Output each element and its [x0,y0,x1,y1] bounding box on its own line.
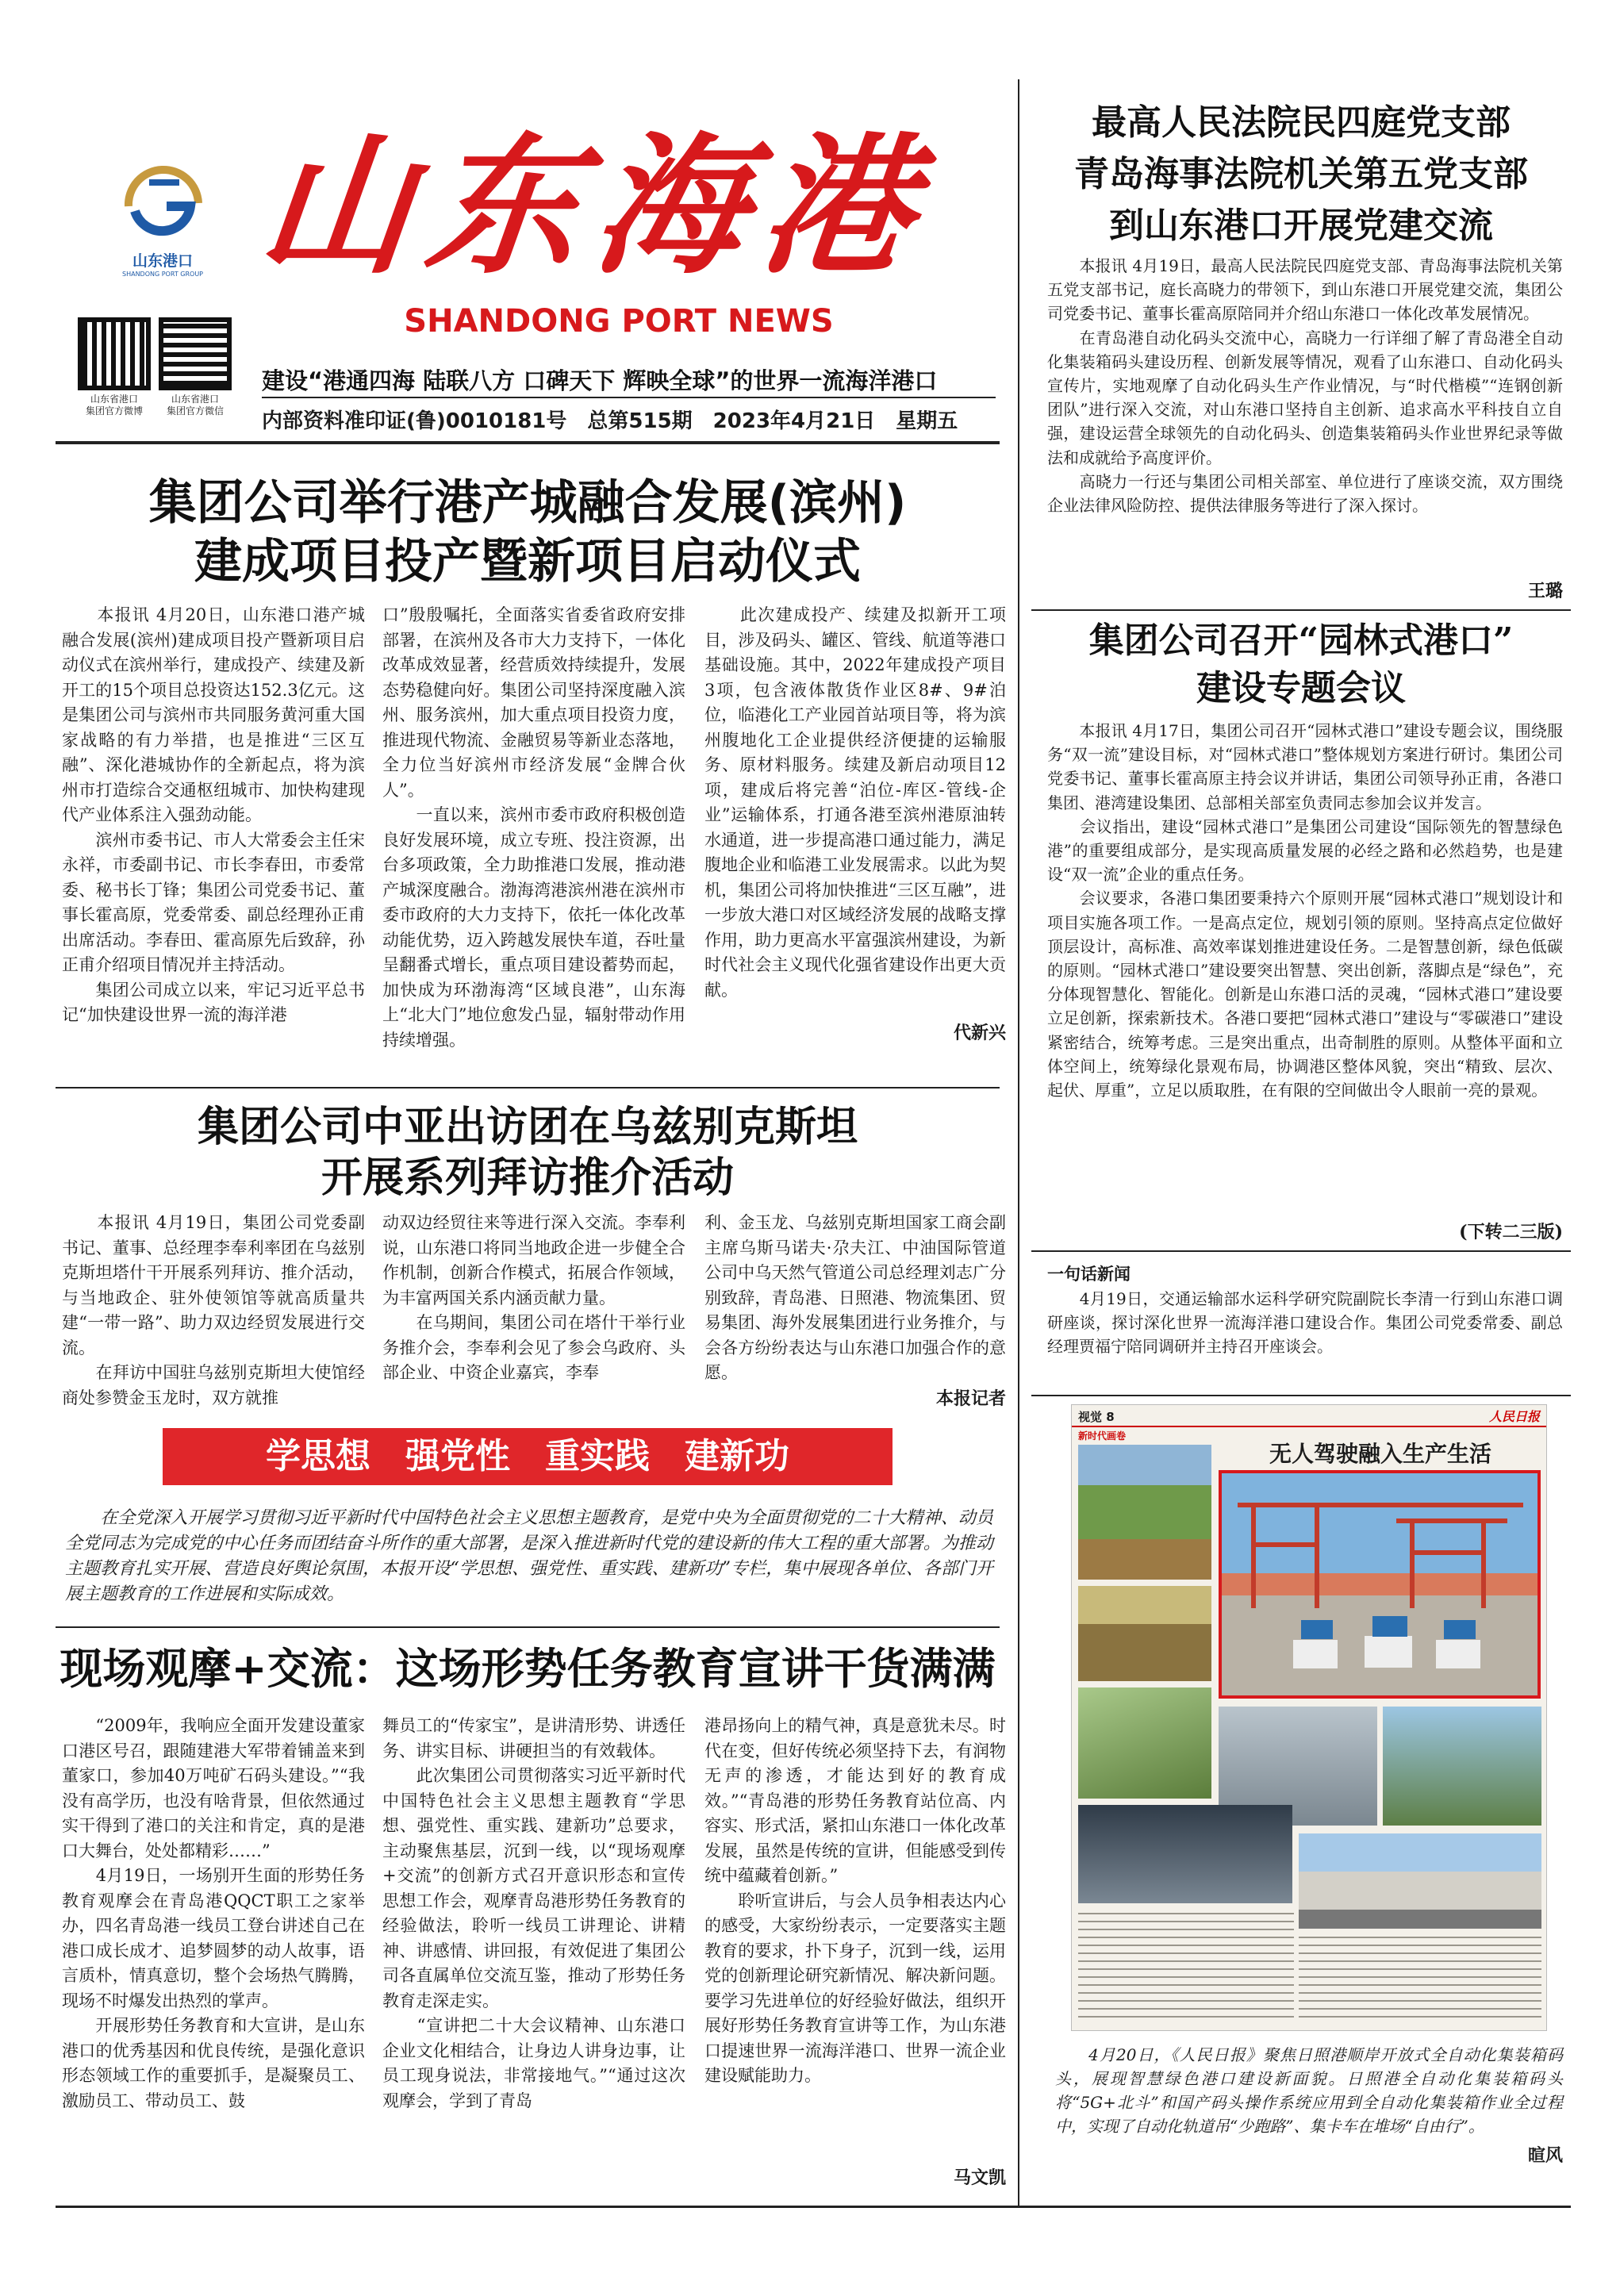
headline-line2: 开展系列拜访推介活动 [321,1154,734,1202]
byline: 马文凯 [953,2167,1006,2188]
article-column: 本报讯 4月19日，集团公司党委副书记、董事、总经理李奉利率团在乌兹别克斯坦塔什干开展系列拜访、推介活动，与当地政企、驻外使领馆等就高质量共建“一带一路”、助力双边经贸发展进行交流。 在拜访中国驻乌兹别克斯坦大使馆经商处参赞金玉龙时，双方就推 [62,1213,365,1407]
continued-note: (下转二三版) [1459,1222,1563,1242]
divider [1031,609,1571,611]
brief-body: 4月19日，交通运输部水运科学研究院副院长李清一行到山东港口调研座谈，探讨深化世界一流海洋港口建设合作。集团公司党委常委、副总经理贾福宁陪同调研并主持召开座谈会。 [1047,1289,1563,1357]
crane-illustration-icon [1222,1473,1537,1695]
byline: 王璐 [1527,581,1563,601]
photo-driver-cab [1078,1805,1292,1903]
headline-line2: 青岛海事法院机关第五党支部 [1074,154,1528,194]
column-intro: 在全党深入开展学习贯彻习近平新时代中国特色社会主义思想主题教育，是党中央为全面贯彻党的二十大精神、动员全党同志为完成党的中心任务而团结奋斗所作的重大部署，是深入推进新时代党的建设新的伟大工程的重大部署。为推动主题教育扎实开展、营造良好舆论氛围，本报开设“学思想、强党性、重实践、建新功”专栏，集中展现各单位、各部门开展主题教育的工作进展和实际成效。 [65,1508,993,1604]
column-divider [1018,79,1019,2206]
logo [111,151,214,278]
clipping-text-block [1078,1913,1294,2024]
article-column: 此次建成投产、续建及拟新开工项目，涉及码头、罐区、管线、航道等港口基础设施。其中，2022年建成投产项目3项，包含液体散货作业区8#、9#泊位，临港化工产业园首站项目等，将为滨州腹地化工企业提供经济便捷的运输服务、原材料服务。续建及新启动项目12项，建成后将完善“泊位-库区-管线-企业”运输体系，打通各港至滨州港原油转水通道，进一步提高港口通过能力，满足腹地企业和临港工业发展需求。以此为契机，集团公司将加快推进“三区互融”，进一步放大港口对区域经济发展的战略支撑作用，助力更高水平富强滨州建设，为新时代社会主义现代化强省建设作出更大贡献。 [704,605,1006,1000]
clipping-column-name: 新时代画卷 [1078,1430,1127,1442]
photo-caption: 4月20日，《人民日报》聚焦日照港顺岸开放式全自动化集装箱码头，展现智慧绿色港口建设新面貌。日照港全自动化集装箱码头将“5G+北斗”和国产码头操作系统应用到全自动化集装箱作业全过程中，实现了自动化轨道吊“少跑路”、集卡车在堆场“自由行”。 [1055,2045,1563,2136]
photo-port-cranes [1219,1470,1541,1699]
headline-line2: 建设专题会议 [1196,668,1406,708]
slogan-rule [262,397,996,398]
clipping-page-label: 视觉 8 [1078,1410,1115,1424]
article-column: 动双边经贸往来等进行深入交流。李奉利说，山东港口将同当地政企进一步健全合作机制，创新合作模式，拓展合作领域，为丰富两国关系内涵贡献力量。 在乌期间，集团公司在塔什干举行业务推介会，李奉利会见了参会乌政府、头部企业、中资企业嘉宾，李奉 [382,1213,685,1382]
masthead-rule [56,441,1000,444]
byline: 代新兴 [953,1023,1006,1043]
headline-line1: 最高人民法院民四庭党支部 [1092,102,1511,143]
slogan: 建设“港通四海 陆联八方 口碑天下 辉映全球”的世界一流海洋港口 [262,367,938,394]
article-column: 舞员工的“传家宝”，是讲清形势、讲透任务、讲实目标、讲硬担当的有效载体。 此次集团公司贯彻落实习近平新时代中国特色社会主义思想主题教育“学思想、强党性、重实践、建新功”总要求，主动聚焦基层，沉到一线，以“现场观摩+交流”的创新方式召开意识形态和宣传思想工作会，观摩青岛港形势任务教育的经验做法，聆听一线员工讲理论、讲精神、讲感情、讲回报，有效促进了集团公司各直属单位交流互鉴，推动了形势任务教育走深走实。 “宣讲把二十大会议精神、山东港口企业文化相结合，让身边人讲身边事，让员工现身说法，非常接地气。”“通过这次观摩会，学到了青岛 [382,1716,685,2110]
article-column: 本报讯 4月20日，山东港口港产城融合发展(滨州)建成项目投产暨新项目启动仪式在滨州举行，建成投产、续建及新开工的15个项目总投资达152.3亿元。这是集团公司与滨州市共同服务黄河重大国家战略的有力举措，也是推进“三区互融”、深化港城协作的全新起点，将为滨州市打造综合交通枢纽城市、加快构建现代产业体系注入强劲动能。 滨州市委书记、市人大常委会主任宋永祥，市委副书记、市长李春田，市委常委、秘书长丁锋；集团公司党委书记、董事长霍高原，党委常委、副总经理孙正甫出席活动。李春田、霍高原先后致辞，孙正甫介绍项目情况并主持活动。 集团公司成立以来，牢记习近平总书记“加快建设世界一流的海洋港 [62,605,365,1024]
photo-bus [1299,1833,1541,1929]
column-banner: 学思想 强党性 重实践 建新功 [163,1428,893,1485]
clipping-text-block [1299,1937,1541,2024]
clipping-paper-name: 人民日报 [1488,1409,1540,1424]
divider [1031,1395,1571,1396]
headline-line2: 建成项目投产暨新项目启动仪式 [194,534,861,589]
article-column: 利、金玉龙、乌兹别克斯坦国家工商会副主席乌斯马诺夫·尕夫江、中油国际管道公司中乌天然气管道公司总经理刘志广分别致辞，青岛港、日照港、物流集团、贸易集团、海外发展集团进行业务推介，与会各方纷纷表达与山东港口加强合作的意愿。 [704,1213,1006,1382]
qr-label-weibo: 山东省港口 集团官方微博 [85,394,143,417]
masthead-title-en: SHANDONG PORT NEWS [404,303,834,340]
qr-code-weibo [78,317,151,390]
clipping-header-rule [1072,1426,1547,1427]
article-column: 口”殷殷嘱托，全面落实省委省政府安排部署，在滨州及各市大力支持下，一体化改革成效显著，经营质效持续提升，发展态势稳健向好。集团公司坚持深度融入滨州、服务滨州，加大重点项目投资力度，推进现代物流、金融贸易等新业态落地，全力位当好滨州市经济发展“金牌合伙人”。 一直以来，滨州市委市政府积极创造良好发展环境，成立专班、投注资源，出台多项政策，全力助推港口发展，推动港产城深度融合。渤海湾港滨州港在滨州市委市政府的大力支持下，依托一体化改革动能优势，迈入跨越发展快车道，吞吐量呈翻番式增长，重点项目建设蓄势而起，加快成为环渤海湾“区域良港”，山东海上“北大门”地位愈发凸显，辐射带动作用持续增强。 [382,605,685,1050]
headline-line3: 到山东港口开展党建交流 [1109,205,1493,246]
article-column: 港昂扬向上的精气神，真是意犹未尽。时代在变，但好传统必须坚持下去，有润物无声的渗透，才能达到好的教育成效。”“青岛港的形势任务教育站位高、内容实、形式活，紧扣山东港口一体化改革发展，虽然是传统的宣讲，但能感受到传统中蕴藏着创新。” 聆听宣讲后，与会人员争相表达内心的感受，大家纷纷表示，一定要落实主题教育的要求，扑下身子，沉到一线，运用党的创新理论研究新情况、解决新问题。要学习先进单位的好经验好做法，组织开展好形势任务教育宣讲等工作，为山东港口提速世界一流海洋港口、世界一流企业建设赋能助力。 [704,1716,1006,2085]
footer-rule [56,2206,1571,2208]
brief-label: 一句话新闻 [1047,1265,1131,1284]
newspaper-clipping [1071,1404,1547,2031]
photo-orchard [1078,1445,1211,1580]
masthead-title: 山东海港 [252,117,938,294]
photo-minibus [1383,1707,1541,1826]
issue-line: 内部资料准印证(鲁)0010181号 总第515期 2023年4月21日 星期五 [262,409,958,433]
article-column: “2009年，我响应全面开发建设董家口港区号召，跟随建港大军带着铺盖来到董家口，参加40万吨矿石码头建设。”“我没有高学历，也没有啥背景，但依然通过实干得到了港口的关注和肯定，真的是港口大舞台，处处都精彩……” 4月19日，一场别开生面的形势任务教育观摩会在青岛港QQCT职工之家举办，四名青岛港一线员工登台讲述自己在港口成长成才、追梦圆梦的动人故事，语言质朴，情真意切，整个会场热气腾腾，现场不时爆发出热烈的掌声。 开展形势任务教育和大宣讲，是山东港口的优秀基因和优良传统，是强化意识形态领域工作的重要抓手，是凝聚员工、激励员工、带动员工、鼓 [62,1716,365,2110]
byline: 本报记者 [935,1388,1006,1409]
logo-text: 山东港口 [132,252,193,270]
logo-sub: SHANDONG PORT GROUP [122,271,203,278]
logo-mark-icon [111,151,214,246]
qr-code-wechat [159,317,232,390]
divider [56,1626,1000,1628]
qr-label-wechat: 山东省港口 集团官方微信 [166,394,224,417]
photo-path [1078,1687,1211,1799]
headline-line1: 集团公司中亚出访团在乌兹别克斯坦 [197,1103,858,1151]
headline-line1: 集团公司召开“园林式港口” [1088,620,1514,661]
photo-harvester [1078,1586,1211,1681]
clipping-headline: 无人驾驶融入生产生活 [1269,1441,1491,1467]
headline-line1: 集团公司举行港产城融合发展(滨州) [148,475,907,531]
article-body: 本报讯 4月17日，集团公司召开“园林式港口”建设专题会议，围绕服务“双一流”建设目标，对“园林式港口”整体规划方案进行研讨。集团公司党委书记、董事长霍高原主持会议并讲话，集团公司领导孙正甫，各港口集团、港湾建设集团、总部相关部室负责同志参加会议并发言。 会议指出，建设“园林式港口”是集团公司建设“国际领先的智慧绿色港”的重要组成部分，是实现高质量发展的必经之路和必然趋势，也是建设“双一流”企业的重点任务。 会议要求，各港口集团要秉持六个原则开展“园林式港口”规划设计和项目实施各项工作。一是高点定位，规划引领的原则。坚持高点定位做好顶层设计，高标准、高效率谋划推进建设任务。二是智慧创新，绿色低碳的原则。“园林式港口”建设要突出智慧、突出创新，落脚点是“绿色”，充分体现智慧化、智能化。创新是山东港口活的灵魂，“园林式港口”建设要立足创新，探索新技术。各港口要把“园林式港口”建设与“零碳港口”建设紧密结合，统筹考虑。三是突出重点，出奇制胜的原则。从整体平面和立体空间上，统筹绿化景观布局，协调港区整体风貌，突出“精致、层次、起伏、厚重”，立足以质取胜，在有限的空间做出令人眼前一亮的景观。 [1047,721,1563,1100]
headline: 现场观摩+交流：这场形势任务教育宣讲干货满满 [60,1643,996,1694]
divider [56,1087,1000,1088]
divider [1031,1250,1571,1252]
article-body: 本报讯 4月19日，最高人民法院民四庭党支部、青岛海事法院机关第五党支部书记，庭长高晓力的带领下，到山东港口开展党建交流，集团公司党委书记、董事长霍高原陪同并介绍山东港口一体化改革发展情况。 在青岛港自动化码头交流中心，高晓力一行详细了解了青岛港全自动化集装箱码头建设历程、创新发展等情况，观看了山东港口、自动化码头宣传片，实地观摩了自动化码头生产作业情况，与“时代楷模”“连钢创新团队”进行深入交流，对山东港口坚持自主创新、追求高水平科技自立自强，建设运营全球领先的自动化码头、创造集装箱码头作业世界纪录等做法和成就给予高度评价。 高晓力一行还与集团公司相关部室、单位进行了座谈交流，双方围绕企业法律风险防控、提供法律服务等进行了深入探讨。 [1047,256,1563,516]
byline: 暄风 [1527,2145,1563,2166]
